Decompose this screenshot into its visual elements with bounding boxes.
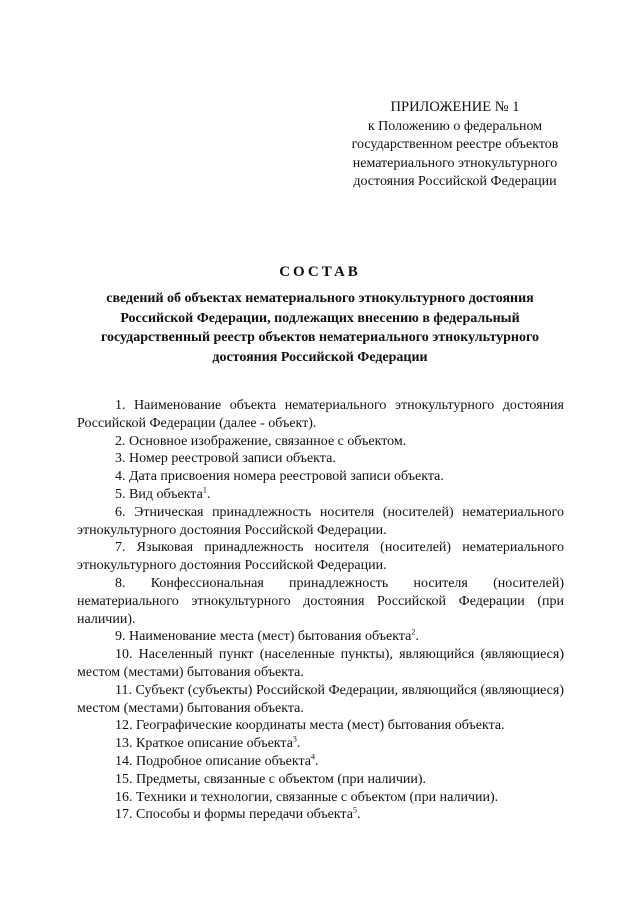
document-subtitle: сведений об объектах нематериального этнокультурного достояния Российской Федерации, подлежащих внесению в федеральный государственный реестр объектов нематериального этнокультурного достояния Российской Федерации: [101, 291, 539, 365]
footnote-ref: 3: [292, 734, 297, 744]
list-item: [77, 575, 564, 628]
appendix-header: [330, 98, 580, 192]
footnote-ref: 5: [352, 805, 357, 815]
list-item-text: 17. Способы и формы передачи объекта: [115, 807, 353, 823]
items-list: [77, 397, 564, 824]
list-item: [77, 789, 564, 807]
footnote-ref: 2: [411, 627, 416, 637]
list-item-text: 10. Населенный пункт (населенные пункты), являющийся (являющиеся) местом (местами) бытования объекта.: [77, 647, 564, 680]
list-item: [77, 646, 564, 682]
list-item-text: 13. Краткое описание объекта: [115, 736, 293, 752]
list-item: [77, 504, 564, 540]
list-item: [77, 771, 564, 789]
list-item: [77, 450, 564, 468]
list-item-text: 12. Географические координаты места (мест) бытования объекта.: [115, 718, 505, 734]
appendix-line: государственном реестре объектов: [351, 137, 559, 152]
list-item: [77, 682, 564, 718]
list-item: [77, 753, 564, 771]
appendix-title: ПРИЛОЖЕНИЕ № 1: [390, 99, 520, 115]
list-item: [77, 468, 564, 486]
list-item-text: 16. Техники и технологии, связанные с объектом (при наличии).: [115, 789, 499, 805]
list-item-tail: .: [296, 736, 301, 752]
list-item: [77, 486, 564, 504]
list-item-text: 15. Предметы, связанные с объектом (при наличии).: [115, 771, 427, 787]
list-item-text: 1. Наименование объекта нематериального этнокультурного достояния Российской Федерации (далее - объект).: [77, 398, 564, 431]
list-item-tail: .: [206, 486, 211, 502]
list-item: [77, 717, 564, 735]
list-item-text: 4. Дата присвоения номера реестровой записи объекта.: [115, 469, 444, 485]
list-item-text: 6. Этническая принадлежность носителя (носителей) нематериального этнокультурного достояния Российской Федерации.: [77, 504, 564, 538]
list-item: [77, 806, 564, 824]
document-title: СОСТАВ: [279, 264, 361, 280]
list-item: [77, 539, 564, 575]
footnote-ref: 4: [310, 752, 315, 762]
list-item-text: 3. Номер реестровой записи объекта.: [115, 451, 336, 467]
list-item-text: 5. Вид объекта: [115, 486, 203, 502]
list-item-text: 8. Конфессиональная принадлежность носителя (носителей) нематериального этнокультурного достояния Российской Федерации (при наличии).: [77, 575, 564, 627]
list-item-tail: .: [415, 629, 419, 645]
list-item: [77, 628, 564, 646]
list-item-text: 2. Основное изображение, связанное с объектом.: [115, 433, 407, 449]
appendix-line: достояния Российской Федерации: [353, 174, 557, 189]
footnote-ref: 1: [202, 485, 207, 495]
list-item-text: 9. Наименование места (мест) бытования объекта: [115, 629, 412, 645]
list-item-text: 11. Субъект (субъекты) Российской Федерации, являющийся (являющиеся) местом (местами) бытования объекта.: [77, 682, 564, 716]
list-item-tail: .: [356, 807, 361, 823]
list-item-text: 14. Подробное описание объекта: [115, 753, 311, 769]
appendix-line: к Положению о федеральном: [367, 118, 543, 134]
appendix-line: нематериального этнокультурного: [352, 155, 558, 171]
list-item: [77, 433, 564, 451]
list-item: [77, 397, 564, 433]
list-item-text: 7. Языковая принадлежность носителя (носителей) нематериального этнокультурного достояния Российской Федерации.: [77, 540, 564, 574]
list-item-tail: .: [314, 753, 319, 769]
list-item: [77, 735, 564, 753]
